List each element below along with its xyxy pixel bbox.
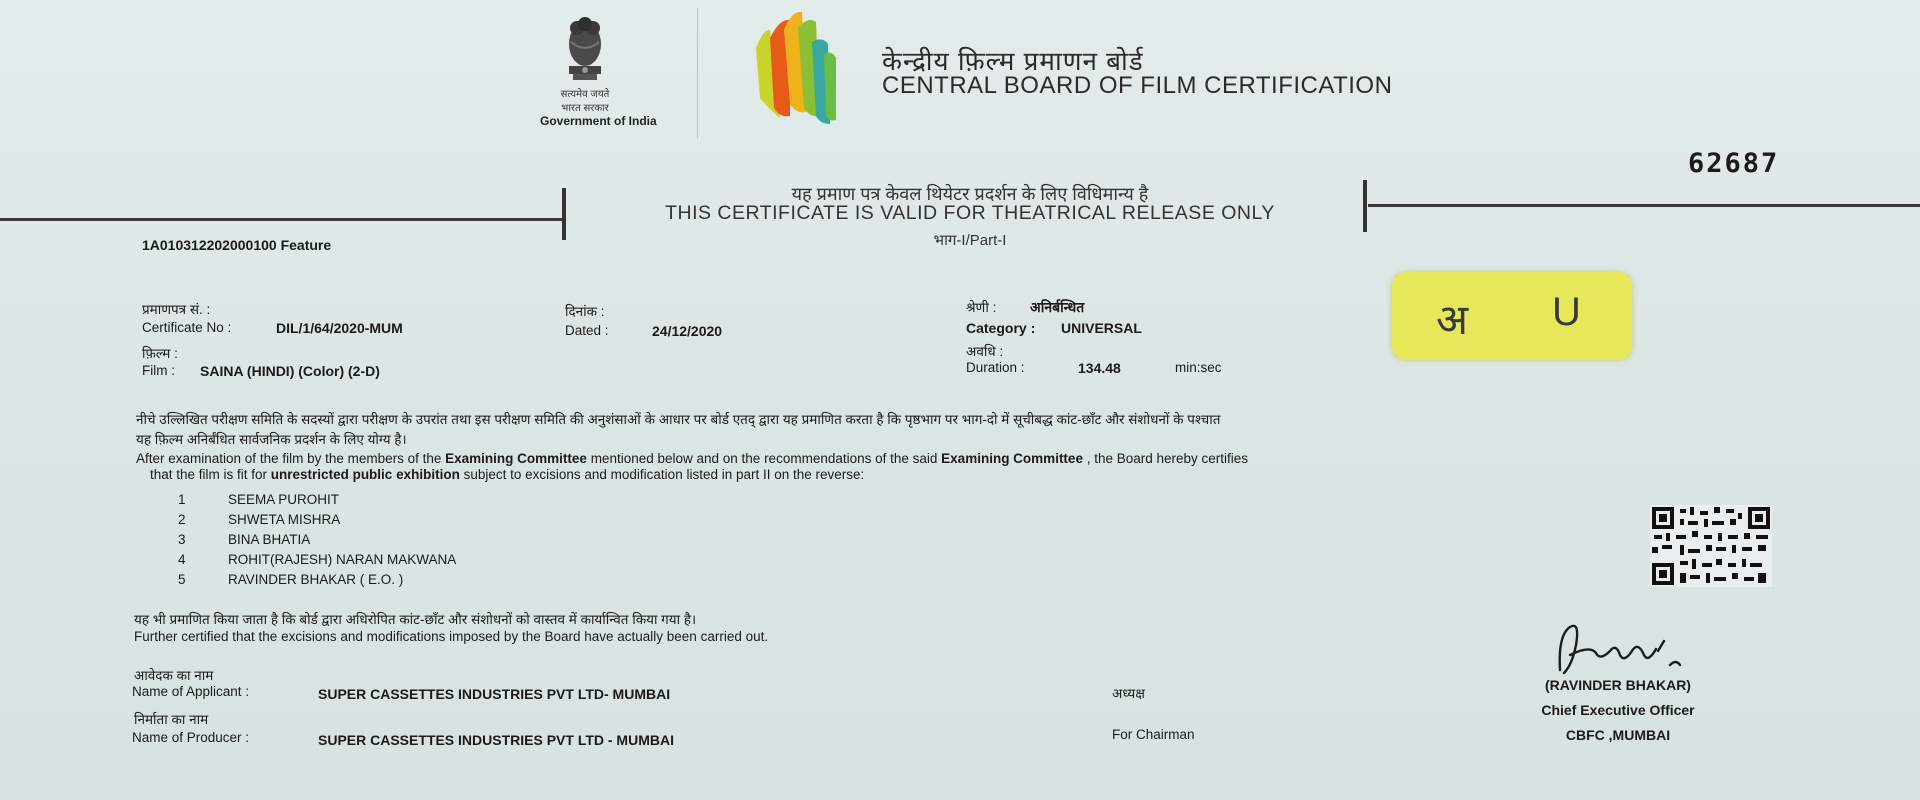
certificate-category-badge — [1392, 272, 1632, 360]
applicant-hindi: आवेदक का नाम — [134, 668, 214, 683]
category-label: Category : — [966, 320, 1036, 336]
signature-icon — [1540, 615, 1700, 685]
producer-hindi: निर्माता का नाम — [134, 712, 209, 727]
signatory-title: Chief Executive Officer — [1541, 702, 1695, 718]
validity-hindi: यह प्रमाण पत्र केवल थियेटर प्रदर्शन के लिए विधिमान्य है — [791, 184, 1149, 204]
signatory-office: CBFC ,MUMBAI — [1565, 727, 1671, 743]
cbfc-logo-icon — [750, 8, 870, 128]
cert-no-label: Certificate No : — [142, 320, 232, 335]
banner-rule-right — [1368, 204, 1920, 207]
further-certified-hindi: यह भी प्रमाणित किया जाता है कि बोर्ड द्वारा अधिरोपित कांट-छाँट और संशोधनों को वास्तव में कार्यान्वित किया गया है। — [134, 612, 697, 627]
certification-hindi-line1: नीचे उल्लिखित परीक्षण समिति के सदस्यों द्वारा परीक्षण के उपरांत तथा इस परीक्षण समिति की अनुशंसाओं के आधार पर बोर्ड एतद् द्वारा यह प्रमाणित करता है कि पृष्ठभाग पर भाग-दो में सूचीबद्ध कांट-छाँट और संशोधनों के पश्चात — [136, 412, 1221, 427]
signature — [1540, 615, 1700, 685]
for-chairman: For Chairman — [1112, 727, 1195, 742]
date-value: 24/12/2020 — [652, 323, 723, 339]
category-hindi-value: अनिर्बन्धित — [1030, 299, 1085, 315]
reference-code: 1A010312202000100 Feature — [142, 237, 332, 253]
film-value: SAINA (HINDI) (Color) (2-D) — [200, 363, 380, 379]
category-value: UNIVERSAL — [1061, 320, 1142, 336]
part-label: भाग-I/Part-I — [933, 232, 1007, 249]
banner-rule-left — [0, 218, 563, 221]
certificate-serial: 62687 — [1688, 148, 1780, 179]
org-name-english: CENTRAL BOARD OF FILM CERTIFICATION — [882, 72, 1393, 99]
list-item: 3 BINA BHATIA — [178, 532, 311, 547]
list-item: 2 SHWETA MISHRA — [178, 512, 341, 527]
applicant-label: Name of Applicant : — [132, 684, 250, 699]
list-item: 1 SEEMA PUROHIT — [178, 492, 340, 507]
org-name-hindi: केन्द्रीय फ़िल्म प्रमाणन बोर्ड — [882, 46, 1144, 76]
producer-label: Name of Producer : — [132, 730, 250, 745]
government-emblem — [540, 14, 657, 132]
cbfc-logo — [750, 8, 870, 128]
qr-code-icon — [1650, 505, 1772, 587]
qr-code — [1650, 505, 1772, 587]
badge-hindi: अ — [1436, 296, 1469, 343]
header-divider — [697, 8, 698, 138]
committee-members-list — [178, 492, 678, 592]
banner-bracket-left — [562, 188, 566, 240]
date-label: Dated : — [565, 323, 609, 338]
signatory-name: (RAVINDER BHAKAR) — [1545, 677, 1691, 693]
category-hindi-label: श्रेणी : — [966, 300, 997, 315]
ashoka-lion-icon — [563, 14, 607, 84]
further-certified-english: Further certified that the excisions and modifications imposed by the Board have actually been carried out. — [134, 629, 769, 644]
duration-unit: min:sec — [1175, 360, 1222, 375]
emblem-hindi: भारत सरकार — [561, 103, 609, 114]
badge-english: U — [1552, 290, 1581, 334]
emblem-motto: सत्यमेव जयते — [560, 89, 610, 100]
duration-label: Duration : — [966, 360, 1025, 375]
certification-hindi-line2: यह फ़िल्म अनिर्बंधित सार्वजनिक प्रदर्शन के लिए योग्य है। — [136, 432, 407, 447]
film-label: Film : — [142, 363, 175, 378]
duration-hindi: अवधि : — [966, 344, 1004, 359]
banner-bracket-right — [1363, 180, 1367, 232]
producer-value: SUPER CASSETTES INDUSTRIES PVT LTD - MUMBAI — [318, 732, 674, 748]
list-item: 4 ROHIT(RAJESH) NARAN MAKWANA — [178, 552, 457, 567]
certification-english-line2: that the film is fit for unrestricted public exhibition subject to excisions and modification listed in part II on the reverse: — [150, 467, 865, 482]
certification-english-line1: After examination of the film by the members of the Examining Committee mentioned below and on the recommendations of the said Examining Committee , the Board hereby certifies — [136, 451, 1249, 466]
date-hindi: दिनांक : — [565, 304, 605, 319]
emblem-english: Government of India — [540, 114, 657, 128]
cert-no-hindi: प्रमाणपत्र सं. : — [142, 302, 211, 317]
cert-no-value: DIL/1/64/2020-MUM — [276, 320, 403, 336]
applicant-value: SUPER CASSETTES INDUSTRIES PVT LTD- MUMBAI — [318, 686, 671, 702]
duration-value: 134.48 — [1078, 360, 1121, 376]
list-item: 5 RAVINDER BHAKAR ( E.O. ) — [178, 572, 404, 587]
chairman-hindi: अध्यक्ष — [1112, 686, 1145, 701]
validity-english: THIS CERTIFICATE IS VALID FOR THEATRICAL RELEASE ONLY — [665, 202, 1275, 224]
film-hindi: फ़िल्म : — [142, 346, 178, 361]
